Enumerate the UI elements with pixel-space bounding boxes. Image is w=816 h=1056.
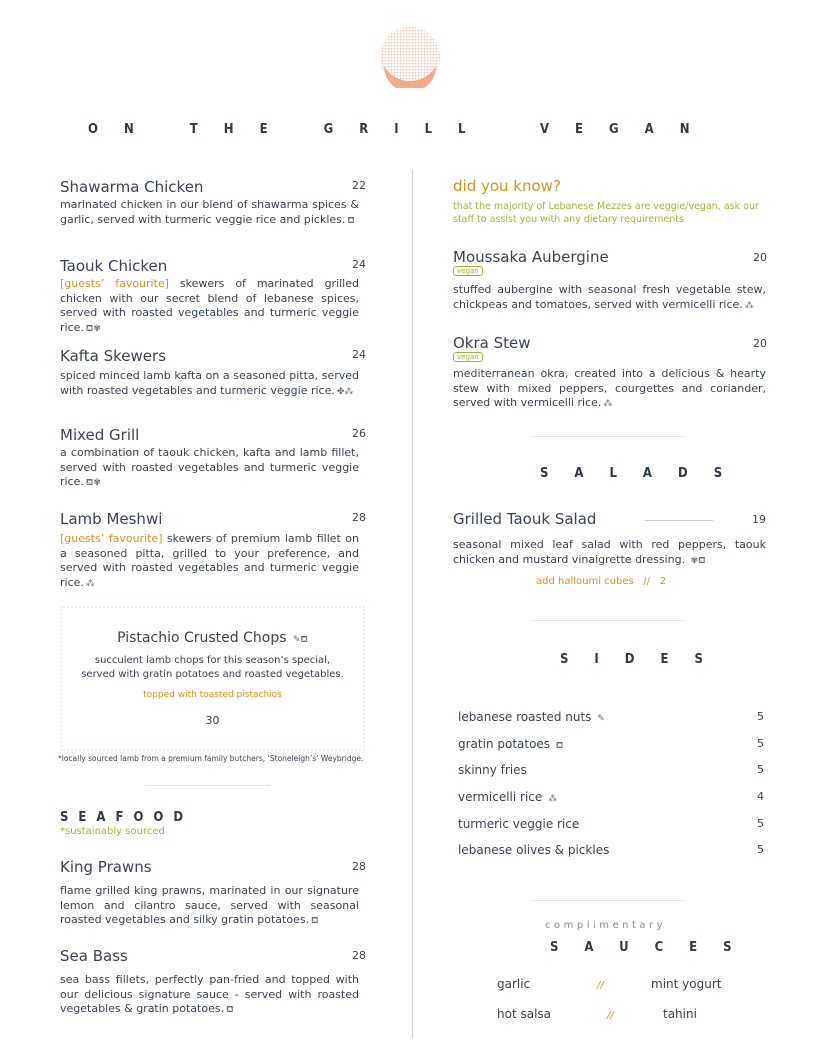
- salad-addon: [536, 576, 666, 587]
- divider: [532, 900, 684, 901]
- seafood-item-name: Sea Bass: [60, 947, 128, 965]
- sauce-sep: //: [597, 980, 604, 991]
- dietary-icon: ⛾: [555, 741, 564, 751]
- grill-item-price: 24: [352, 348, 366, 361]
- divider: [145, 785, 270, 786]
- side-item-price: 5: [757, 710, 764, 723]
- heading-vegan: VEGAN: [540, 122, 716, 137]
- grill-item-name: Shawarma Chicken: [60, 178, 204, 196]
- sauce-tahini: tahini: [663, 1007, 697, 1021]
- seafood-subtitle: *sustainably sourced: [60, 826, 165, 837]
- sauce-garlic: garlic: [497, 977, 531, 991]
- special-desc: succulent lamb chops for this season’s special, served with gratin potatoes and roasted vegetables.: [81, 655, 344, 680]
- vegan-item-name: Okra Stew: [453, 334, 531, 352]
- side-item-price: 5: [757, 737, 764, 750]
- dotted-circle-logo-icon: [378, 26, 442, 88]
- special-note: topped with toasted pistachios: [143, 690, 282, 700]
- side-item: [458, 710, 764, 724]
- dietary-icon: ⁂: [548, 794, 558, 804]
- did-you-know-title: did you know?: [453, 177, 561, 195]
- side-item-name: turmeric veggie rice: [458, 817, 580, 831]
- salad-leader-line: [645, 520, 713, 521]
- grill-item-desc-text: marinated chicken in our blend of shawarma spices & garlic, served with turmeric veggie rice and pickles.: [60, 198, 359, 226]
- sauce-sep: //: [607, 1010, 614, 1021]
- grill-item-desc: [60, 277, 359, 336]
- side-item-name: gratin potatoes: [458, 737, 551, 751]
- divider: [532, 620, 684, 621]
- side-item-name: lebanese olives & pickles: [458, 843, 610, 857]
- side-item-price: 4: [757, 790, 764, 803]
- side-item: [458, 737, 764, 752]
- seafood-item-desc: [60, 973, 359, 1018]
- vegan-item-desc: [453, 283, 766, 313]
- seafood-item-price: 28: [352, 949, 366, 962]
- sauce-hot-salsa: hot salsa: [497, 1007, 552, 1021]
- heading-sides: SIDES: [560, 652, 729, 667]
- vegan-item-desc-text: stuffed aubergine with seasonal fresh vegetable stew, chickpeas and tomatoes, served with vermicelli rice.: [453, 283, 766, 311]
- grill-item-desc-text: a combination of taouk chicken, kafta and lamb fillet, served with roasted vegetables and turmeric veggie rice.: [60, 446, 359, 488]
- vegan-item-price: 20: [753, 337, 767, 350]
- dietary-icon: ⛾: [347, 215, 355, 226]
- dietary-icon: ⁂: [85, 578, 95, 589]
- grill-item-price: 26: [352, 427, 366, 440]
- side-item-name-wrap: [458, 737, 563, 752]
- column-divider: [412, 170, 413, 1038]
- side-item-price: 5: [757, 843, 764, 856]
- vegan-item-desc-text: mediterranean okra, created into a delicious & hearty stew with mixed peppers, courgettes and coriander, served with vermicelli rice.: [453, 367, 766, 409]
- grill-item-highlight: [guests’ favourite]: [60, 277, 169, 290]
- side-item-name: lebanese roasted nuts: [458, 710, 592, 724]
- salad-name: Grilled Taouk Salad: [453, 510, 597, 528]
- salad-icons: ✾⛾: [690, 555, 706, 566]
- did-you-know-text: that the majority of Lebanese Mezzes are veggie/vegan, ask our staff to assist you with any dietary requirements: [453, 201, 759, 225]
- sauce-mint-yogurt: mint yogurt: [651, 977, 722, 991]
- vegan-item-name: Moussaka Aubergine: [453, 248, 609, 266]
- vegan-item-desc: [453, 367, 766, 412]
- special-footnote: *locally sourced lamb from a premium family butchers, ‘Stoneleigh’s’ Weybridge.: [58, 754, 364, 763]
- grill-item-desc: [60, 369, 359, 399]
- grill-item-desc-text: spiced minced lamb kafta on a seasoned pitta, served with roasted vegetables and turmeric veggie rice.: [60, 369, 359, 397]
- side-item-name-wrap: [458, 710, 605, 724]
- dietary-icon: ⛾✾: [85, 478, 101, 488]
- grill-item-desc: [60, 532, 359, 591]
- special-icons: ✎⛾: [292, 635, 308, 645]
- divider: [532, 436, 684, 437]
- salad-price: 19: [752, 513, 766, 526]
- seafood-item-price: 28: [352, 860, 366, 873]
- dietary-icon: ⛾: [226, 1005, 234, 1015]
- heading-sauces: SAUCES: [550, 940, 758, 955]
- salad-desc: seasonal mixed leaf salad with red peppers, taouk chicken and mustard vinaigrette dressing. ✾⛾: [453, 538, 766, 568]
- vegan-badge: vegan: [453, 352, 483, 362]
- addon-sep: //: [643, 576, 651, 587]
- seafood-item-desc-text: flame grilled king prawns, marinated in our signature lemon and cilantro sauce, served with seasonal roasted vegetables and silky gratin potatoes.: [60, 884, 359, 926]
- grill-item-name: Lamb Meshwi: [60, 510, 163, 528]
- special-title: Pistachio Crusted Chops ✎⛾: [117, 630, 308, 646]
- side-item: [458, 790, 764, 804]
- seafood-item-desc: [60, 884, 359, 929]
- side-item-price: 5: [757, 817, 764, 830]
- dietary-icon: ⛾: [311, 916, 319, 926]
- grill-item-desc: [60, 198, 359, 228]
- heading-salads: SALADS: [540, 466, 749, 481]
- grill-item-name: Mixed Grill: [60, 426, 140, 444]
- grill-item-desc-text: skewers of premium lamb fillet on a seasoned pitta, grilled to your preference, and served with roasted vegetables and turmeric veggie rice.: [60, 532, 359, 589]
- addon-price: 2: [659, 576, 666, 587]
- side-item-name-wrap: [458, 763, 533, 777]
- heading-on-the-grill: ON THE GRILL: [88, 122, 492, 137]
- side-item-price: 5: [757, 763, 764, 776]
- dietary-icon: ⁂: [603, 399, 613, 409]
- side-item: [458, 843, 764, 857]
- addon-label: add halloumi cubes: [536, 576, 634, 587]
- special-box: [60, 606, 365, 751]
- grill-item-desc-text: skewers of marinated grilled chicken with our secret blend of lebanese spices, served with roasted vegetables and turmeric veggie rice.: [60, 277, 359, 334]
- dietary-icon: ✎: [597, 714, 605, 724]
- side-item-name-wrap: [458, 817, 585, 831]
- grill-item-price: 24: [352, 258, 366, 271]
- complimentary-label: complimentary: [545, 920, 667, 931]
- special-price: 30: [205, 714, 220, 727]
- side-item-name-wrap: [458, 790, 557, 804]
- grill-item-highlight: [guests’ favourite]: [60, 532, 163, 545]
- dietary-icon: ✤⁂: [336, 386, 354, 397]
- grill-item-price: 28: [352, 511, 366, 524]
- grill-item-name: Taouk Chicken: [60, 257, 168, 275]
- side-item-name: skinny fries: [458, 763, 527, 777]
- side-item-name: vermicelli rice: [458, 790, 543, 804]
- dietary-icon: ⛾✾: [85, 323, 101, 334]
- grill-item-price: 22: [352, 179, 366, 192]
- side-item: [458, 817, 764, 831]
- seafood-item-name: King Prawns: [60, 858, 152, 876]
- vegan-item-price: 20: [753, 251, 767, 264]
- grill-item-name: Kafta Skewers: [60, 347, 167, 365]
- vegan-badge: vegan: [453, 266, 483, 276]
- heading-seafood: SEAFOOD: [60, 810, 194, 825]
- grill-item-desc: [60, 446, 359, 491]
- dietary-icon: ⁂: [744, 300, 754, 311]
- side-item-name-wrap: [458, 843, 615, 857]
- side-item: [458, 763, 764, 777]
- seafood-item-desc-text: sea bass fillets, perfectly pan-fried and topped with our delicious signature sauce - served with roasted vegetables & gratin potatoes.: [60, 973, 359, 1015]
